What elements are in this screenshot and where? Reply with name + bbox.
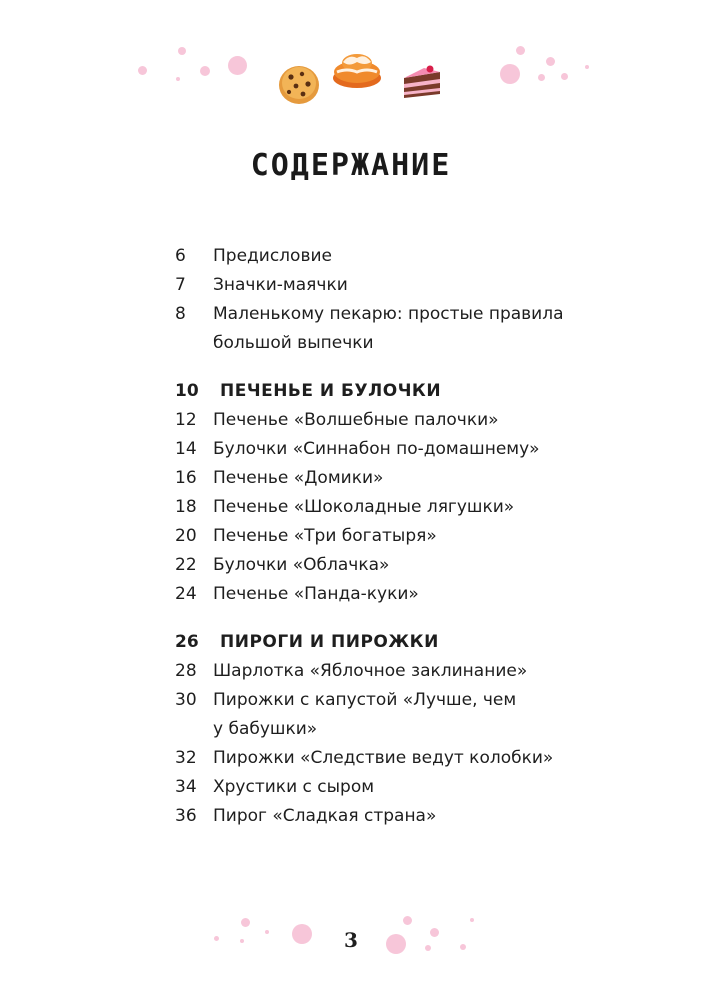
toc-page-number: 28 [175, 661, 197, 681]
toc-section-title: ПЕЧЕНЬЕ И БУЛОЧКИ [220, 381, 442, 401]
toc-title: Пирожки с капустой «Лучше, чем [213, 690, 517, 710]
toc-section-title: ПИРОГИ И ПИРОЖКИ [220, 632, 439, 652]
toc-page-number: 10 [175, 381, 199, 401]
toc-title: Печенье «Три богатыря» [213, 526, 437, 546]
toc-page-number: 18 [175, 497, 197, 517]
toc-title: Пирожки «Следствие ведут колобки» [213, 748, 554, 768]
toc-page-number: 16 [175, 468, 197, 488]
toc-page-number: 14 [175, 439, 197, 459]
toc-page-number: 7 [175, 275, 186, 295]
page-number: 3 [344, 928, 358, 952]
toc-page-number: 8 [175, 304, 186, 324]
toc-page-number: 6 [175, 246, 186, 266]
toc-page-number: 34 [175, 777, 197, 797]
dot [241, 918, 250, 927]
toc-page-number: 20 [175, 526, 197, 546]
toc-title: Предисловие [213, 246, 332, 266]
toc-title: Хрустики с сыром [213, 777, 375, 797]
toc-page-number: 24 [175, 584, 197, 604]
toc-page-number: 36 [175, 806, 197, 826]
toc-title: Печенье «Панда-куки» [213, 584, 419, 604]
toc-title: Печенье «Волшебные палочки» [213, 410, 499, 430]
toc-title: Значки-маячки [213, 275, 348, 295]
toc-title: Печенье «Шоколадные лягушки» [213, 497, 515, 517]
dot [403, 916, 412, 925]
toc-page-number: 26 [175, 632, 199, 652]
toc-title: большой выпечки [213, 333, 374, 353]
toc-page-number: 22 [175, 555, 197, 575]
toc-title: Печенье «Домики» [213, 468, 384, 488]
toc-title: Маленькому пекарю: простые правила [213, 304, 564, 324]
toc-title: Шарлотка «Яблочное заклинание» [213, 661, 528, 681]
toc-title: у бабушки» [213, 719, 318, 739]
toc-title: Пирог «Сладкая страна» [213, 806, 437, 826]
toc-title: Булочки «Синнабон по-домашнему» [213, 439, 540, 459]
dot [470, 918, 474, 922]
toc-page-number: 12 [175, 410, 197, 430]
toc-page-number: 30 [175, 690, 197, 710]
toc-title: Булочки «Облачка» [213, 555, 390, 575]
toc-page-number: 32 [175, 748, 197, 768]
page-title: СОДЕРЖАНИЕ [250, 148, 452, 183]
